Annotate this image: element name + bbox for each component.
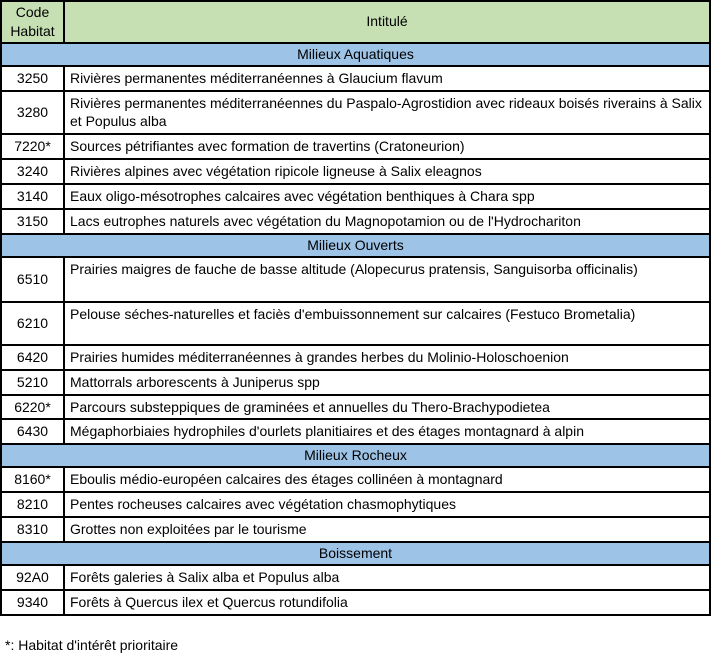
habitat-label: Rivières permanentes méditerranéennes à Glaucium flavum <box>64 66 710 91</box>
habitat-code: 6430 <box>1 419 64 444</box>
habitat-label: Lacs eutrophes naturels avec végétation du Magnopotamion ou de l'Hydrochariton <box>64 209 710 234</box>
section-title: Milieux Rocheux <box>1 444 710 467</box>
habitat-label: Pentes rocheuses calcaires avec végétation chasmophytiques <box>64 492 710 517</box>
habitat-row <box>1 467 710 492</box>
habitat-row <box>1 302 710 345</box>
habitat-label: Forêts galeries à Salix alba et Populus alba <box>64 565 710 590</box>
habitat-row <box>1 395 710 420</box>
habitat-label: Mégaphorbiaies hydrophiles d'ourlets planitiaires et des étages montagnard à alpin <box>64 419 710 444</box>
section-header-row <box>1 444 710 467</box>
habitat-code: 3250 <box>1 66 64 91</box>
habitat-label: Parcours substeppiques de graminées et annuelles du Thero-Brachypodietea <box>64 395 710 420</box>
habitat-row <box>1 590 710 615</box>
habitat-label: Prairies maigres de fauche de basse altitude (Alopecurus pratensis, Sanguisorba officinalis) <box>64 257 710 302</box>
table-header-row <box>1 1 710 43</box>
habitat-code: 6510 <box>1 257 64 302</box>
habitat-code: 5210 <box>1 370 64 395</box>
habitat-row <box>1 419 710 444</box>
habitat-row <box>1 209 710 234</box>
priority-habitat-footnote: *: Habitat d'intérêt prioritaire <box>5 636 179 653</box>
section-title: Milieux Aquatiques <box>1 43 710 66</box>
habitat-code: 8310 <box>1 517 64 542</box>
habitat-label: Prairies humides méditerranéennes à grandes herbes du Molinio-Holoschoenion <box>64 345 710 370</box>
habitat-row <box>1 492 710 517</box>
table-body <box>1 43 710 615</box>
habitat-row <box>1 184 710 209</box>
habitat-row <box>1 565 710 590</box>
habitat-code: 3240 <box>1 159 64 184</box>
habitat-row <box>1 159 710 184</box>
habitat-label: Mattorrals arborescents à Juniperus spp <box>64 370 710 395</box>
habitat-row <box>1 370 710 395</box>
habitat-row <box>1 257 710 302</box>
habitat-row <box>1 66 710 91</box>
section-header-row <box>1 234 710 257</box>
habitat-row <box>1 91 710 135</box>
habitat-label: Grottes non exploitées par le tourisme <box>64 517 710 542</box>
section-title: Milieux Ouverts <box>1 234 710 257</box>
section-title: Boissement <box>1 542 710 565</box>
habitat-row <box>1 345 710 370</box>
habitat-code: 6220* <box>1 395 64 420</box>
habitat-row <box>1 517 710 542</box>
habitat-code: 6210 <box>1 302 64 345</box>
habitat-code: 7220* <box>1 134 64 159</box>
habitat-code: 3140 <box>1 184 64 209</box>
habitat-code: 92A0 <box>1 565 64 590</box>
habitat-code: 8160* <box>1 467 64 492</box>
habitat-code: 6420 <box>1 345 64 370</box>
habitat-label: Eboulis médio-européen calcaires des étages collinéen à montagnard <box>64 467 710 492</box>
code-habitat-column-header: Code Habitat <box>1 1 64 43</box>
section-header-row <box>1 542 710 565</box>
habitat-code: 3150 <box>1 209 64 234</box>
habitat-label: Pelouse séches-naturelles et faciès d'embuissonnement sur calcaires (Festuco Brometalia) <box>64 302 710 345</box>
intitule-column-header: Intitulé <box>64 1 710 43</box>
habitat-code: 8210 <box>1 492 64 517</box>
habitat-code: 3280 <box>1 91 64 135</box>
habitat-label: Sources pétrifiantes avec formation de travertins (Cratoneurion) <box>64 134 710 159</box>
habitat-label: Rivières permanentes méditerranéennes du Paspalo-Agrostidion avec rideaux boisés riverains à Salix et Populus alba <box>64 91 710 135</box>
habitat-label: Forêts à Quercus ilex et Quercus rotundifolia <box>64 590 710 615</box>
habitat-row <box>1 134 710 159</box>
habitat-code: 9340 <box>1 590 64 615</box>
habitat-label: Rivières alpines avec végétation ripicole ligneuse à Salix eleagnos <box>64 159 710 184</box>
section-header-row <box>1 43 710 66</box>
habitat-label: Eaux oligo-mésotrophes calcaires avec végétation benthiques à Chara spp <box>64 184 710 209</box>
